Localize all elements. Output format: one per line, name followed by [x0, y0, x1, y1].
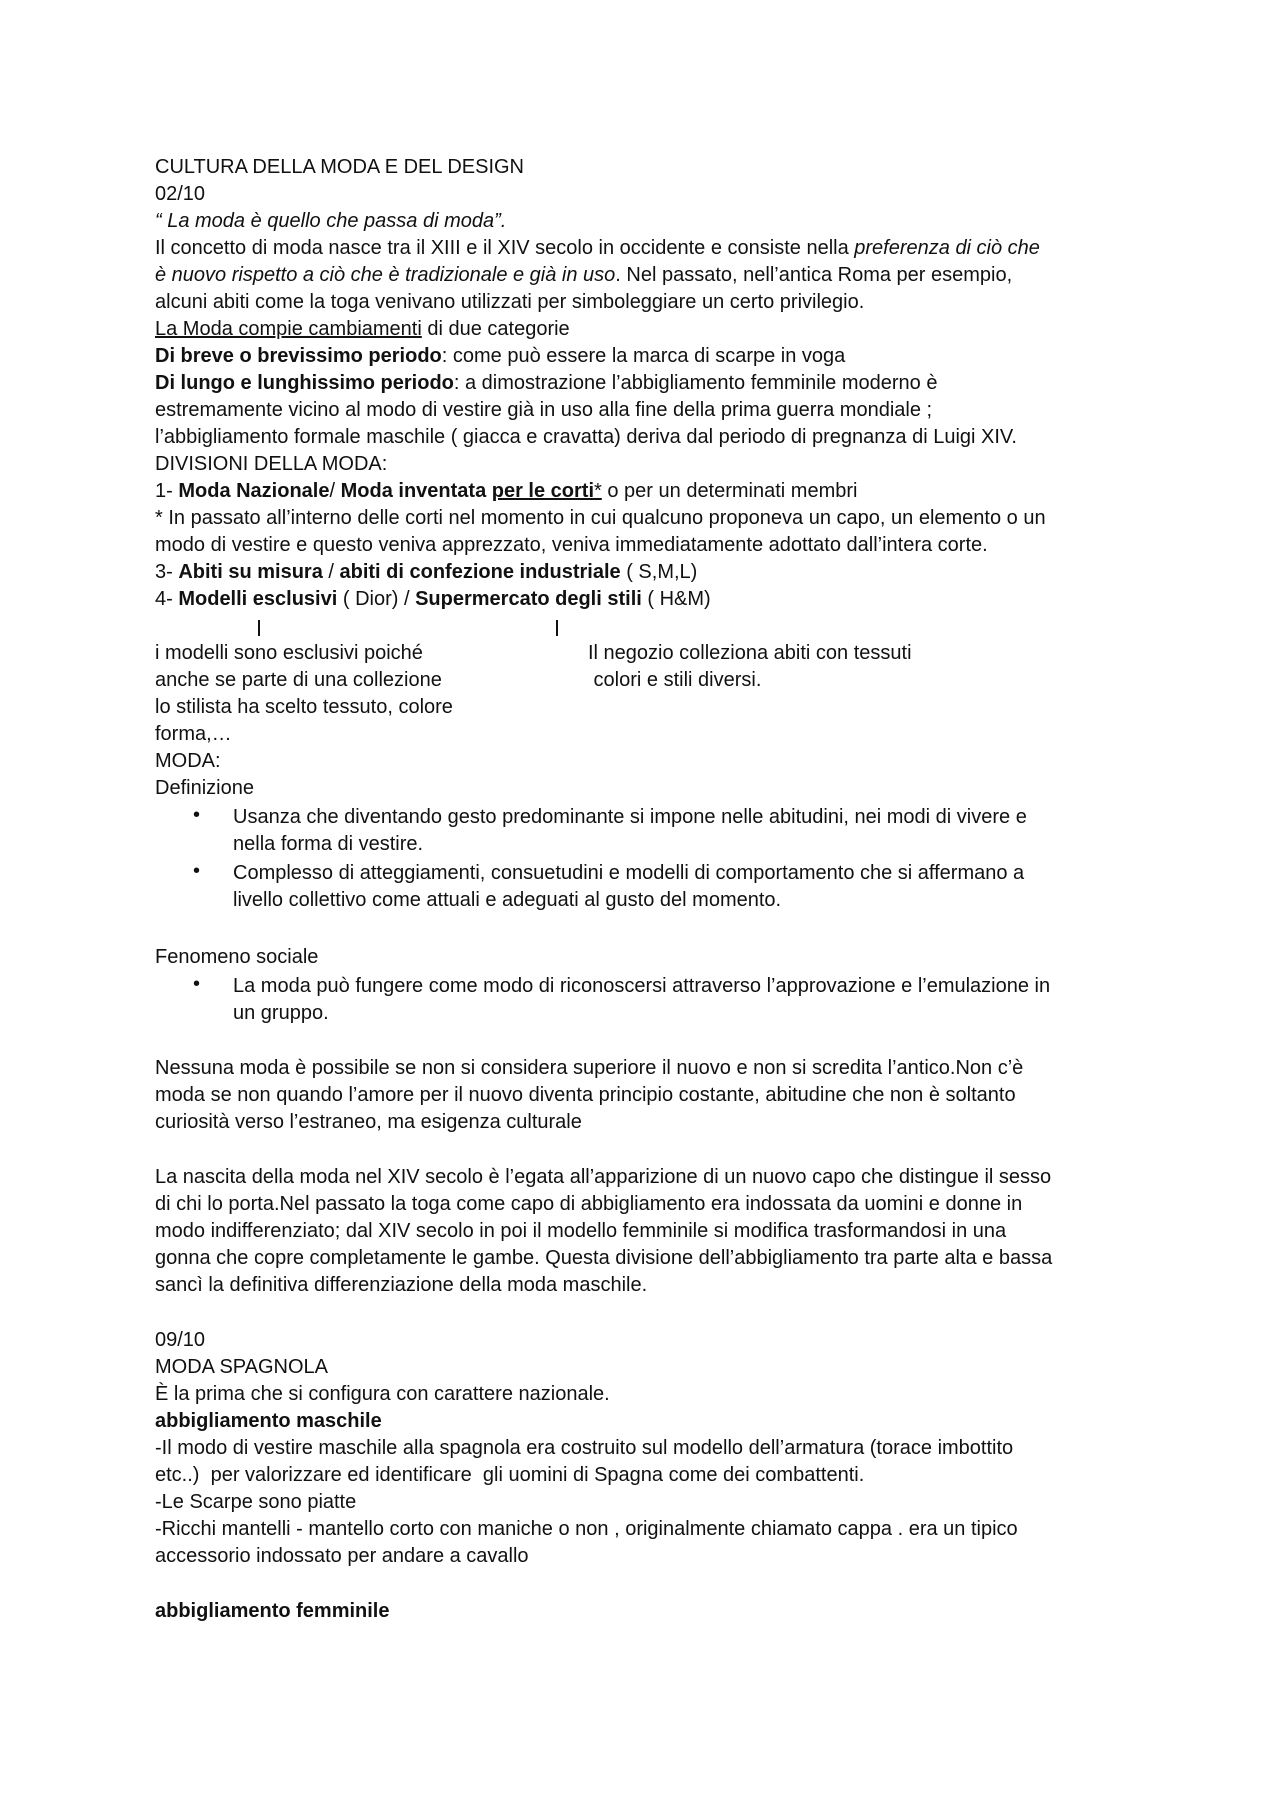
right-column-line: Il negozio colleziona abiti con tessuti: [588, 642, 912, 664]
definition-bullet-2-line: livello collettivo come attuali e adeguati al gusto del momento.: [233, 889, 782, 911]
item-number: 4-: [155, 588, 179, 610]
item-middle: ( Dior) /: [337, 588, 416, 610]
divisions-heading: DIVISIONI DELLA MODA:: [155, 453, 388, 475]
long-period-line-3: l’abbigliamento formale maschile ( giacca e cravatta) deriva dal periodo di pregnanza di Luigi XIV.: [155, 426, 1017, 448]
item-number: 3-: [155, 561, 179, 583]
division-item-1: [155, 478, 857, 504]
paragraph-1-line: moda se non quando l’amore per il nuovo diventa principio costante, abitudine che non è soltanto: [155, 1084, 1016, 1106]
male-clothing-heading: abbigliamento maschile: [155, 1410, 382, 1432]
item-rest: o per un determinati membri: [601, 480, 858, 502]
bullet-icon: •: [193, 860, 201, 882]
item-bold: Moda Nazionale: [178, 480, 330, 502]
quote: “ La moda è quello che passa di moda”.: [155, 210, 507, 232]
female-clothing-heading: abbigliamento femminile: [155, 1600, 390, 1622]
short-period-line: [155, 343, 845, 369]
social-bullet-line: un gruppo.: [233, 1002, 329, 1024]
section-intro: È la prima che si configura con carattere nazionale.: [155, 1383, 610, 1405]
paragraph-2-line: gonna che copre completamente le gambe. Questa divisione dell’abbigliamento tra parte alta e bassa: [155, 1247, 1053, 1269]
paragraph-1-line: curiosità verso l’estraneo, ma esigenza culturale: [155, 1111, 582, 1133]
connector-line-left: [258, 620, 260, 636]
changes-heading-underlined: La Moda compie cambiamenti: [155, 318, 422, 340]
item-bold-underlined: per le corti: [491, 480, 595, 502]
intro-line-2: [155, 262, 1012, 288]
paragraph-1-line: Nessuna moda è possibile se non si considera superiore il nuovo e non si scredita l’antico.Non c’è: [155, 1057, 1024, 1079]
definition-bullet-2-line: Complesso di atteggiamenti, consuetudini e modelli di comportamento che si affermano a: [233, 862, 1025, 884]
division-item-3: [155, 559, 697, 585]
long-period-line-2: estremamente vicino al modo di vestire già in uso alla fine della prima guerra mondiale ;: [155, 399, 933, 421]
division-item-4: [155, 586, 711, 612]
intro-italic: preferenza di ciò che: [854, 237, 1040, 259]
item-rest: ( S,M,L): [620, 561, 698, 583]
paragraph-2-line: di chi lo porta.Nel passato la toga come capo di abbigliamento era indossata da uomini e donne in: [155, 1193, 1023, 1215]
footnote-star: *: [594, 480, 602, 502]
lecture-date-2: 09/10: [155, 1329, 206, 1351]
footnote-line-2: modo di vestire e questo veniva apprezzato, veniva immediatamente adottato dall’intera corte.: [155, 534, 988, 556]
connector-line-right: [556, 620, 558, 636]
item-bold: Supermercato degli stili: [415, 588, 642, 610]
intro-line-1: [155, 235, 1040, 261]
male-clothing-line: -Ricchi mantelli - mantello corto con maniche o non , originalmente chiamato cappa . era un tipico: [155, 1518, 1018, 1540]
right-column-line: colori e stili diversi.: [588, 669, 762, 691]
changes-heading: [155, 316, 570, 342]
moda-heading: MODA:: [155, 750, 221, 772]
section-heading: MODA SPAGNOLA: [155, 1356, 329, 1378]
item-bold: abiti di confezione industriale: [339, 561, 621, 583]
intro-line-3: alcuni abiti come la toga venivano utilizzati per simboleggiare un certo privilegio.: [155, 291, 865, 313]
paragraph-2-line: sancì la definitiva differenziazione della moda maschile.: [155, 1274, 648, 1296]
lecture-date: 02/10: [155, 183, 206, 205]
item-bold: Abiti su misura: [178, 561, 323, 583]
intro-text: Il concetto di moda nasce tra il XIII e il XIV secolo in occidente e consiste nella: [155, 237, 855, 259]
paragraph-2-line: La nascita della moda nel XIV secolo è l’egata all’apparizione di un nuovo capo che distingue il sesso: [155, 1166, 1052, 1188]
definition-bullet-1-line: nella forma di vestire.: [233, 833, 424, 855]
long-period-text: : a dimostrazione l’abbigliamento femminile moderno è: [453, 372, 938, 394]
social-label: Fenomeno sociale: [155, 946, 319, 968]
item-separator: /: [329, 480, 341, 502]
intro-text: . Nel passato, nell’antica Roma per esempio,: [615, 264, 1013, 286]
footnote-line-1: * In passato all’interno delle corti nel momento in cui qualcuno proponeva un capo, un elemento o un: [155, 507, 1046, 529]
paragraph-2-line: modo indifferenziato; dal XIV secolo in poi il modello femminile si modifica trasformandosi in una: [155, 1220, 1007, 1242]
short-period-label: Di breve o brevissimo periodo: [155, 345, 442, 367]
male-clothing-line: -Il modo di vestire maschile alla spagnola era costruito sul modello dell’armatura (torace imbottito: [155, 1437, 1014, 1459]
item-bold: Moda inventata: [340, 480, 492, 502]
definition-bullet-1-line: Usanza che diventando gesto predominante si impone nelle abitudini, nei modi di vivere e: [233, 806, 1027, 828]
item-rest: ( H&M): [641, 588, 711, 610]
document-title: CULTURA DELLA MODA E DEL DESIGN: [155, 156, 524, 178]
left-column-line: lo stilista ha scelto tessuto, colore: [155, 696, 453, 718]
item-bold: Modelli esclusivi: [178, 588, 338, 610]
left-column-line: i modelli sono esclusivi poiché: [155, 642, 423, 664]
definition-label: Definizione: [155, 777, 254, 799]
bullet-icon: •: [193, 804, 201, 826]
changes-heading-rest: di due categorie: [421, 318, 570, 340]
male-clothing-line: accessorio indossato per andare a cavallo: [155, 1545, 529, 1567]
item-separator: /: [322, 561, 340, 583]
intro-italic: è nuovo rispetto a ciò che è tradizionale e già in uso: [155, 264, 616, 286]
long-period-label: Di lungo e lunghissimo periodo: [155, 372, 454, 394]
male-clothing-line: -Le Scarpe sono piatte: [155, 1491, 357, 1513]
bullet-icon: •: [193, 973, 201, 995]
left-column-line: forma,…: [155, 723, 232, 745]
male-clothing-line: etc..) per valorizzare ed identificare gli uomini di Spagna come dei combattenti.: [155, 1464, 865, 1486]
left-column-line: anche se parte di una collezione: [155, 669, 442, 691]
long-period-line: [155, 370, 937, 396]
social-bullet-line: La moda può fungere come modo di riconoscersi attraverso l’approvazione e l’emulazione in: [233, 975, 1051, 997]
item-number: 1-: [155, 480, 179, 502]
short-period-text: : come può essere la marca di scarpe in voga: [441, 345, 846, 367]
